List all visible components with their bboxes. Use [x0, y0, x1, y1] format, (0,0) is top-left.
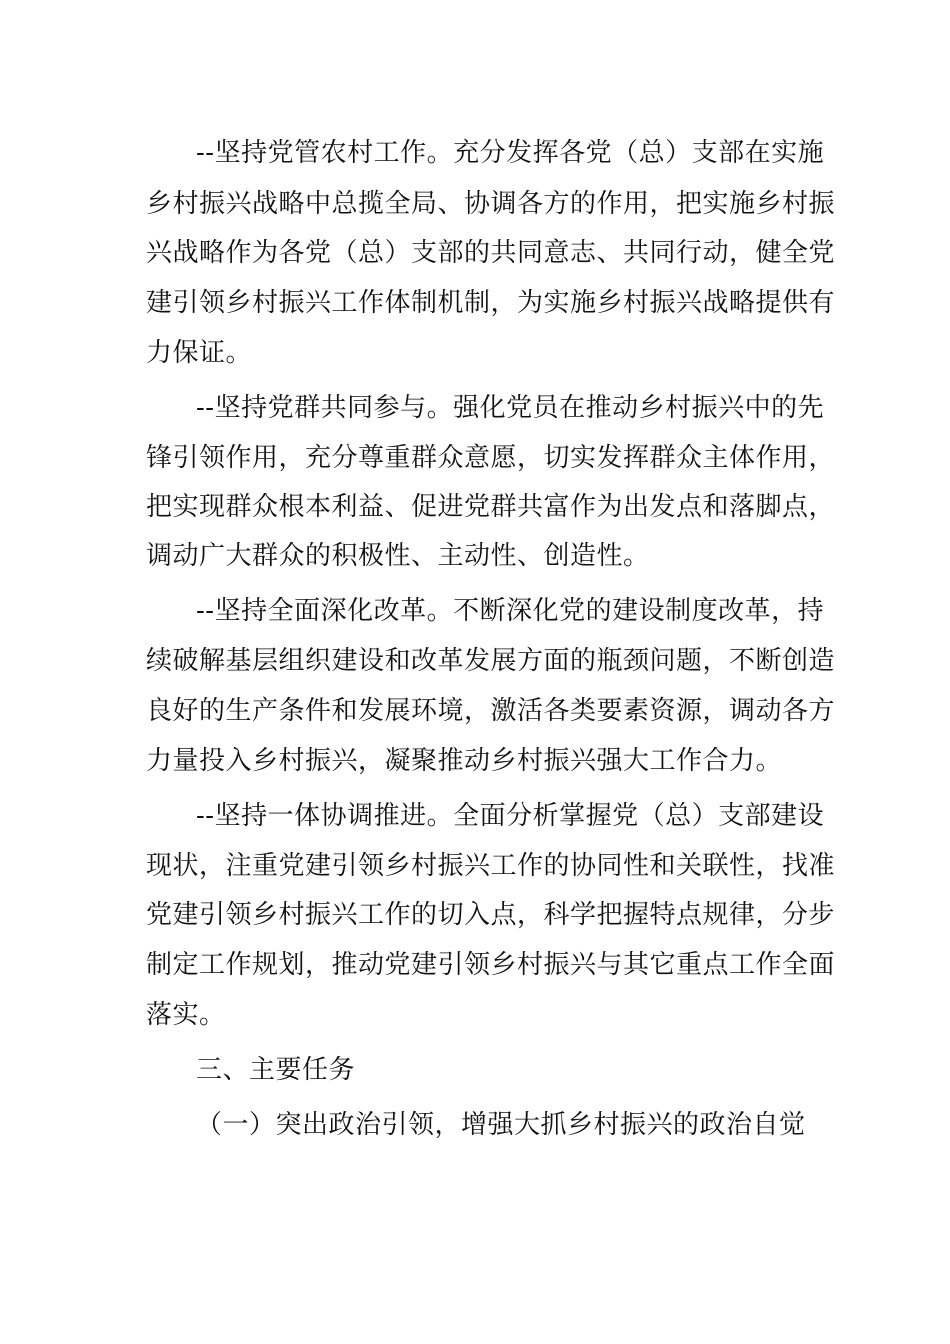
section-heading: 三、主要任务 [196, 1055, 356, 1085]
text-line: 调动广大群众的积极性、主动性、创造性。 [146, 541, 650, 571]
text-line: 建引领乡村振兴工作体制机制，为实施乡村振兴战略提供有 [146, 288, 836, 318]
text-line: 力量投入乡村振兴，凝聚推动乡村振兴强大工作合力。 [146, 746, 783, 776]
text-line: 力保证。 [146, 338, 253, 368]
text-line: 党建引领乡村振兴工作的切入点，科学把握特点规律，分步 [146, 900, 836, 930]
text-line: --坚持党管农村工作。充分发挥各党（总）支部在实施 [196, 138, 825, 168]
subsection-heading: （一）突出政治引领，增强大抓乡村振兴的政治自觉 [196, 1110, 806, 1140]
text-line: 续破解基层组织建设和改革发展方面的瓶颈问题，不断创造 [146, 646, 836, 676]
text-line: --坚持一体协调推进。全面分析掌握党（总）支部建设 [196, 801, 825, 831]
text-line: 现状，注重党建引领乡村振兴工作的协同性和关联性，找准 [146, 851, 836, 881]
text-line: 乡村振兴战略中总揽全局、协调各方的作用，把实施乡村振 [146, 189, 836, 219]
text-line: 制定工作规划，推动党建引领乡村振兴与其它重点工作全面 [146, 950, 836, 980]
text-line: 落实。 [146, 1000, 226, 1030]
text-line: 锋引领作用，充分尊重群众意愿，切实发挥群众主体作用， [146, 443, 836, 473]
text-line: 良好的生产条件和发展环境，激活各类要素资源，调动各方 [146, 696, 836, 726]
text-line: 兴战略作为各党（总）支部的共同意志、共同行动，健全党 [146, 238, 836, 268]
text-line: 把实现群众根本利益、促进党群共富作为出发点和落脚点， [146, 492, 836, 522]
text-line: --坚持党群共同参与。强化党员在推动乡村振兴中的先 [196, 393, 825, 423]
text-line: --坚持全面深化改革。不断深化党的建设制度改革，持 [196, 596, 825, 626]
